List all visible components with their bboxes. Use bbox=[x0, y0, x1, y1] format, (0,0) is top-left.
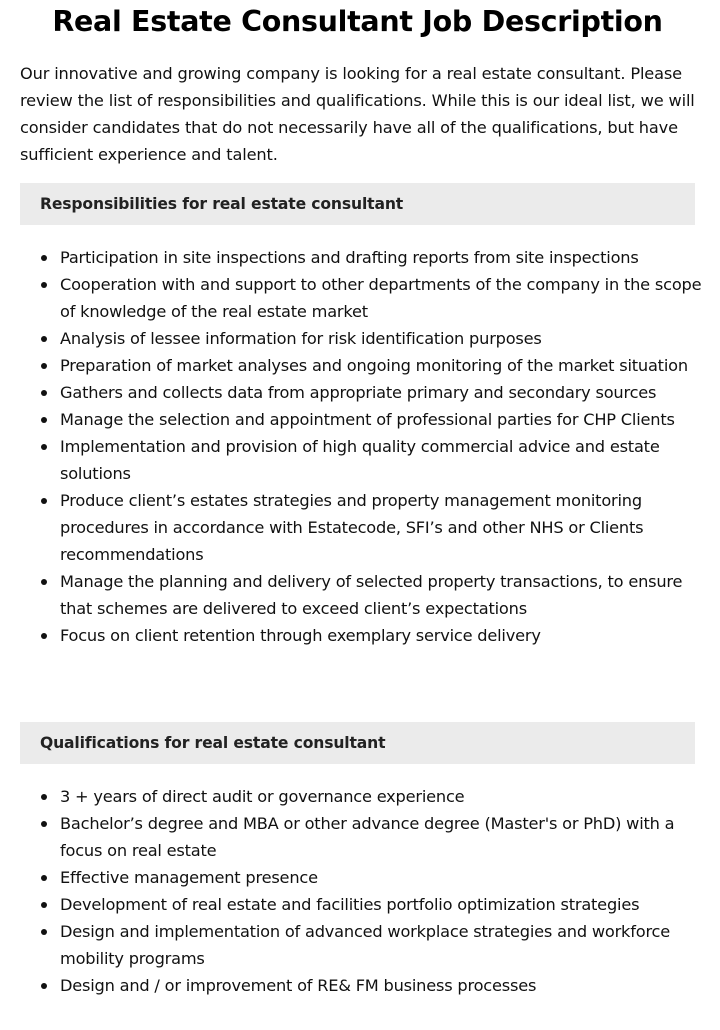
bullet-icon bbox=[41, 498, 47, 504]
page-title: Real Estate Consultant Job Description bbox=[52, 5, 663, 38]
bullet-icon bbox=[41, 444, 47, 450]
bullet-icon bbox=[41, 417, 47, 423]
bullet-icon bbox=[41, 821, 47, 827]
qualifications-heading: Qualifications for real estate consultant bbox=[20, 722, 695, 764]
responsibility-item bbox=[20, 325, 705, 352]
responsibility-text: Preparation of market analyses and ongoing monitoring of the market situation bbox=[60, 356, 688, 375]
bullet-icon bbox=[41, 579, 47, 585]
responsibility-item bbox=[20, 244, 705, 271]
bullet-icon bbox=[41, 983, 47, 989]
responsibilities-heading: Responsibilities for real estate consultant bbox=[20, 183, 695, 225]
responsibility-item bbox=[20, 379, 705, 406]
qualification-item bbox=[20, 891, 705, 918]
responsibility-item bbox=[20, 352, 705, 379]
qualification-item bbox=[20, 972, 705, 999]
responsibility-text: Manage the selection and appointment of professional parties for CHP Clients bbox=[60, 410, 675, 429]
responsibility-item bbox=[20, 568, 705, 622]
responsibility-text: Participation in site inspections and drafting reports from site inspections bbox=[60, 248, 639, 267]
qualification-text: Design and implementation of advanced workplace strategies and workforce mobility programs bbox=[60, 922, 670, 968]
qualification-text: Bachelor’s degree and MBA or other advance degree (Master's or PhD) with a focus on real estate bbox=[60, 814, 675, 860]
bullet-icon bbox=[41, 633, 47, 639]
responsibility-item bbox=[20, 271, 705, 325]
responsibility-text: Cooperation with and support to other departments of the company in the scope of knowledge of the real estate market bbox=[60, 275, 702, 321]
responsibility-text: Focus on client retention through exemplary service delivery bbox=[60, 626, 541, 645]
bullet-icon bbox=[41, 902, 47, 908]
qualification-text: Effective management presence bbox=[60, 868, 318, 887]
qualification-item bbox=[20, 783, 705, 810]
responsibility-text: Produce client’s estates strategies and property management monitoring procedures in accordance with Estatecode, SFI’s and other NHS or Clients recommendations bbox=[60, 491, 644, 564]
responsibility-item bbox=[20, 406, 705, 433]
qualifications-list bbox=[20, 783, 705, 999]
bullet-icon bbox=[41, 255, 47, 261]
responsibility-text: Gathers and collects data from appropriate primary and secondary sources bbox=[60, 383, 657, 402]
qualification-text: 3 + years of direct audit or governance experience bbox=[60, 787, 465, 806]
responsibility-item bbox=[20, 622, 705, 649]
bullet-icon bbox=[41, 875, 47, 881]
responsibility-text: Manage the planning and delivery of selected property transactions, to ensure that schemes are delivered to exceed client’s expectations bbox=[60, 572, 683, 618]
qualification-item bbox=[20, 918, 705, 972]
qualification-text: Development of real estate and facilities portfolio optimization strategies bbox=[60, 895, 640, 914]
qualification-text: Design and / or improvement of RE& FM business processes bbox=[60, 976, 537, 995]
bullet-icon bbox=[41, 929, 47, 935]
bullet-icon bbox=[41, 363, 47, 369]
bullet-icon bbox=[41, 390, 47, 396]
qualification-item bbox=[20, 864, 705, 891]
responsibility-text: Implementation and provision of high quality commercial advice and estate solutions bbox=[60, 437, 660, 483]
bullet-icon bbox=[41, 282, 47, 288]
qualification-item bbox=[20, 810, 705, 864]
bullet-icon bbox=[41, 794, 47, 800]
intro-paragraph: Our innovative and growing company is looking for a real estate consultant. Please review the list of responsibilities and qualifications. While this is our ideal list, we will consider candidates that do not necessarily have all of the qualifications, but have sufficient experience and talent. bbox=[20, 64, 695, 164]
responsibilities-list bbox=[20, 244, 705, 649]
responsibility-item bbox=[20, 487, 705, 568]
responsibility-text: Analysis of lessee information for risk identification purposes bbox=[60, 329, 542, 348]
responsibility-item bbox=[20, 433, 705, 487]
bullet-icon bbox=[41, 336, 47, 342]
